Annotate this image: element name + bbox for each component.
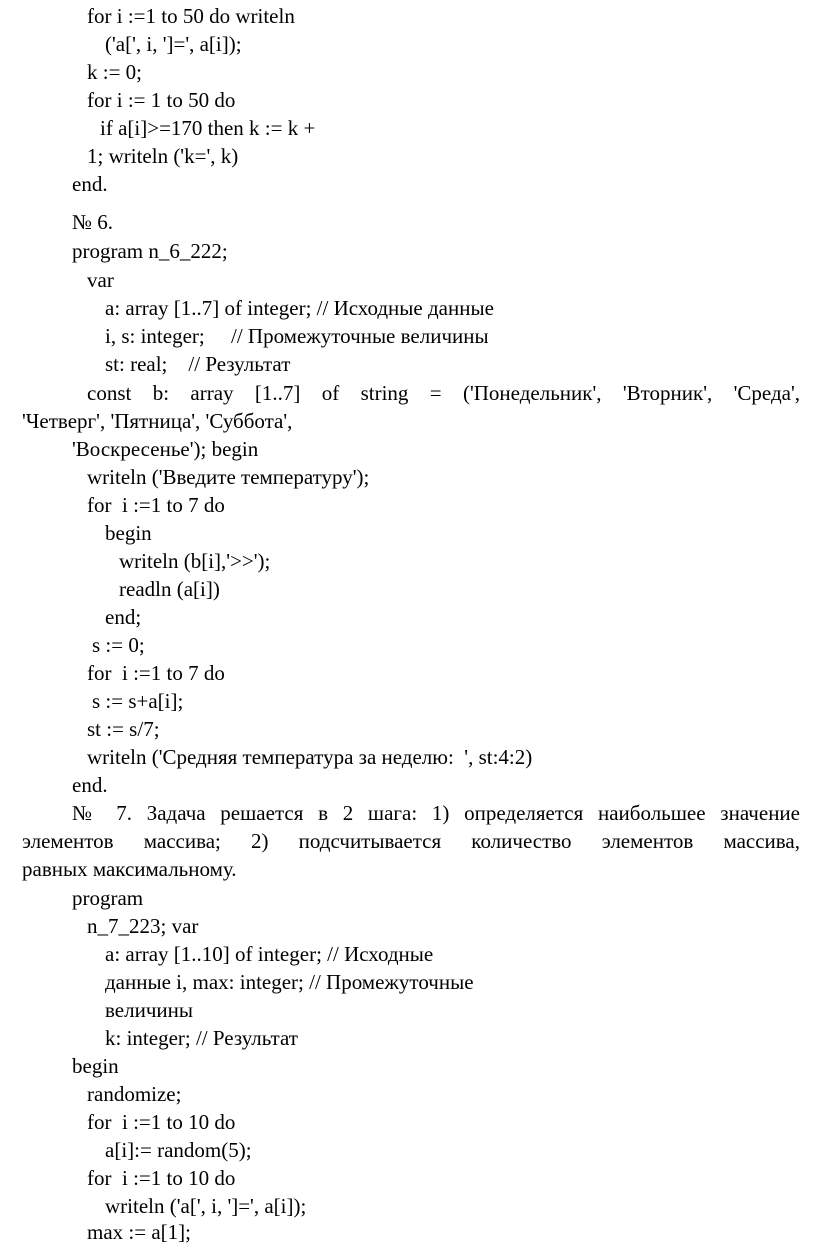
- code-line: i, s: integer; // Промежуточные величины: [105, 324, 489, 348]
- code-line: begin: [105, 521, 152, 545]
- code-line: s := 0;: [92, 633, 145, 657]
- code-line: end.: [72, 172, 108, 196]
- code-line: randomize;: [87, 1082, 182, 1106]
- code-line: program n_6_222;: [72, 239, 228, 263]
- code-line: end;: [105, 605, 142, 629]
- code-line: данные i, max: integer; // Промежуточные: [105, 970, 474, 994]
- code-line: writeln ('Введите температуру');: [87, 465, 370, 489]
- problem-paragraph-line: элементов массива; 2) подсчитывается количество элементов массива,: [22, 829, 800, 853]
- problem-heading: № 6.: [72, 210, 114, 234]
- code-line: end.: [72, 773, 108, 797]
- code-line: const b: array [1..7] of string = ('Понедельник', 'Вторник', 'Среда',: [87, 381, 800, 405]
- problem-paragraph-line: равных максимальному.: [22, 857, 237, 881]
- code-line: for i :=1 to 10 do: [87, 1110, 236, 1134]
- code-line: program: [72, 886, 144, 910]
- code-line: for i :=1 to 7 do: [87, 493, 225, 517]
- code-line: readln (a[i]): [119, 577, 220, 601]
- code-line: величины: [105, 998, 193, 1022]
- code-line: 'Четверг', 'Пятница', 'Суббота',: [22, 409, 293, 433]
- code-line: begin: [72, 1054, 119, 1078]
- code-line: k := 0;: [87, 60, 143, 84]
- code-line: for i :=1 to 7 do: [87, 661, 225, 685]
- problem-paragraph-line: № 7. Задача решается в 2 шага: 1) определяется наибольшее значение: [72, 801, 800, 825]
- code-line: s := s+a[i];: [92, 689, 184, 713]
- code-line: a: array [1..10] of integer; // Исходные: [105, 942, 434, 966]
- code-line: for i := 1 to 50 do: [87, 88, 236, 112]
- code-line: writeln ('Средняя температура за неделю: ', st:4:2): [87, 745, 533, 769]
- code-line: a: array [1..7] of integer; // Исходные данные: [105, 296, 494, 320]
- code-line: writeln (b[i],'>>');: [119, 549, 271, 573]
- code-line: max := a[1];: [87, 1220, 191, 1244]
- code-line: for i :=1 to 50 do writeln: [87, 4, 295, 28]
- code-line: a[i]:= random(5);: [105, 1138, 252, 1162]
- code-line: if a[i]>=170 then k := k +: [100, 116, 316, 140]
- code-line: n_7_223; var: [87, 914, 199, 938]
- code-line: st: real; // Результат: [105, 352, 291, 376]
- code-line: k: integer; // Результат: [105, 1026, 298, 1050]
- code-line: 1; writeln ('k=', k): [87, 144, 239, 168]
- code-line: var: [87, 268, 114, 292]
- code-line: 'Воскресенье'); begin: [72, 437, 259, 461]
- code-line: st := s/7;: [87, 717, 160, 741]
- code-line: ('a[', i, ']=', a[i]);: [105, 32, 242, 56]
- code-line: writeln ('a[', i, ']=', a[i]);: [105, 1194, 307, 1218]
- code-line: for i :=1 to 10 do: [87, 1166, 236, 1190]
